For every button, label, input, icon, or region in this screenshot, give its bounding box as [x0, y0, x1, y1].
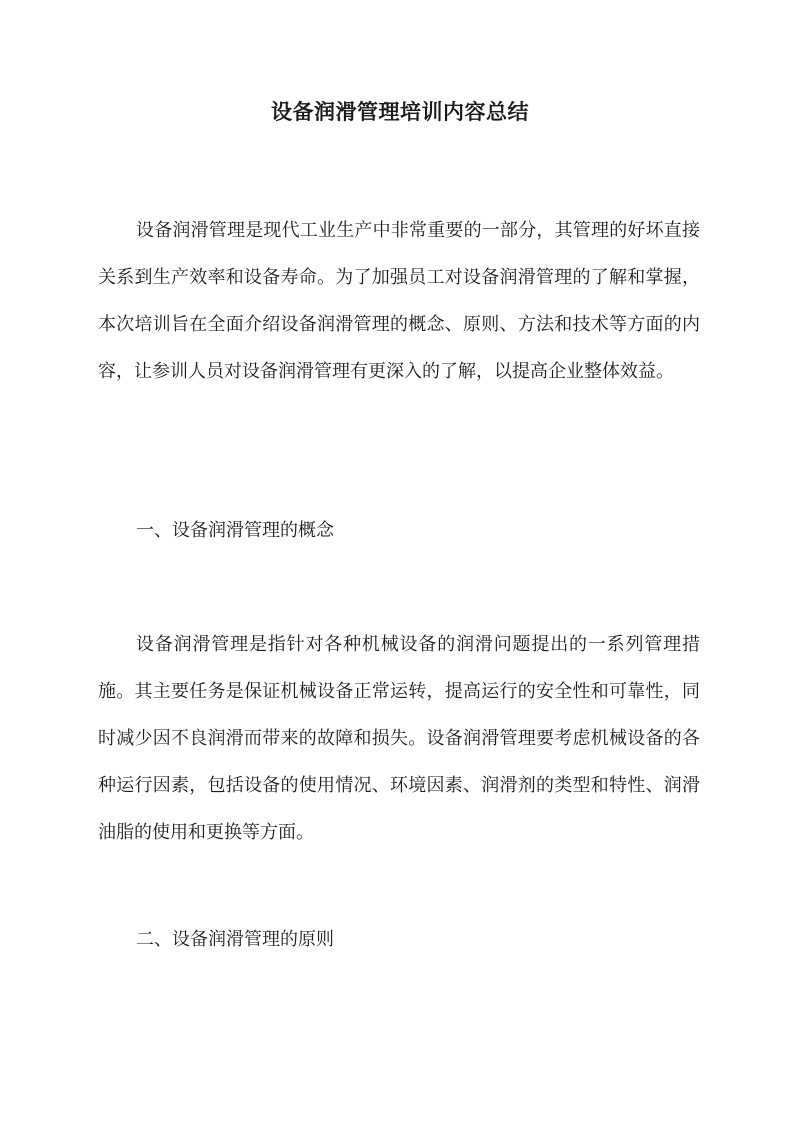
document-title: 设备润滑管理培训内容总结	[271, 99, 529, 124]
section-heading-concept: 一、设备润滑管理的概念	[136, 520, 334, 541]
section-heading-principles: 二、设备润滑管理的原则	[136, 929, 334, 950]
section-paragraph-concept: 设备润滑管理是指针对各种机械设备的润滑问题提出的一系列管理措施。其主要任务是保证机械设备正常运转，提高运行的安全性和可靠性，同时减少因不良润滑而带来的故障和损失。设备润滑管理要考虑机械设备的各种运行因素，包括设备的使用情况、环境因素、润滑剂的类型和特性、润滑油脂的使用和更换等方面。	[98, 634, 700, 843]
intro-paragraph: 设备润滑管理是现代工业生产中非常重要的一部分，其管理的好坏直接关系到生产效率和设备寿命。为了加强员工对设备润滑管理的了解和掌握，本次培训旨在全面介绍设备润滑管理的概念、原则、方法和技术等方面的内容，让参训人员对设备润滑管理有更深入的了解，以提高企业整体效益。	[98, 220, 700, 382]
